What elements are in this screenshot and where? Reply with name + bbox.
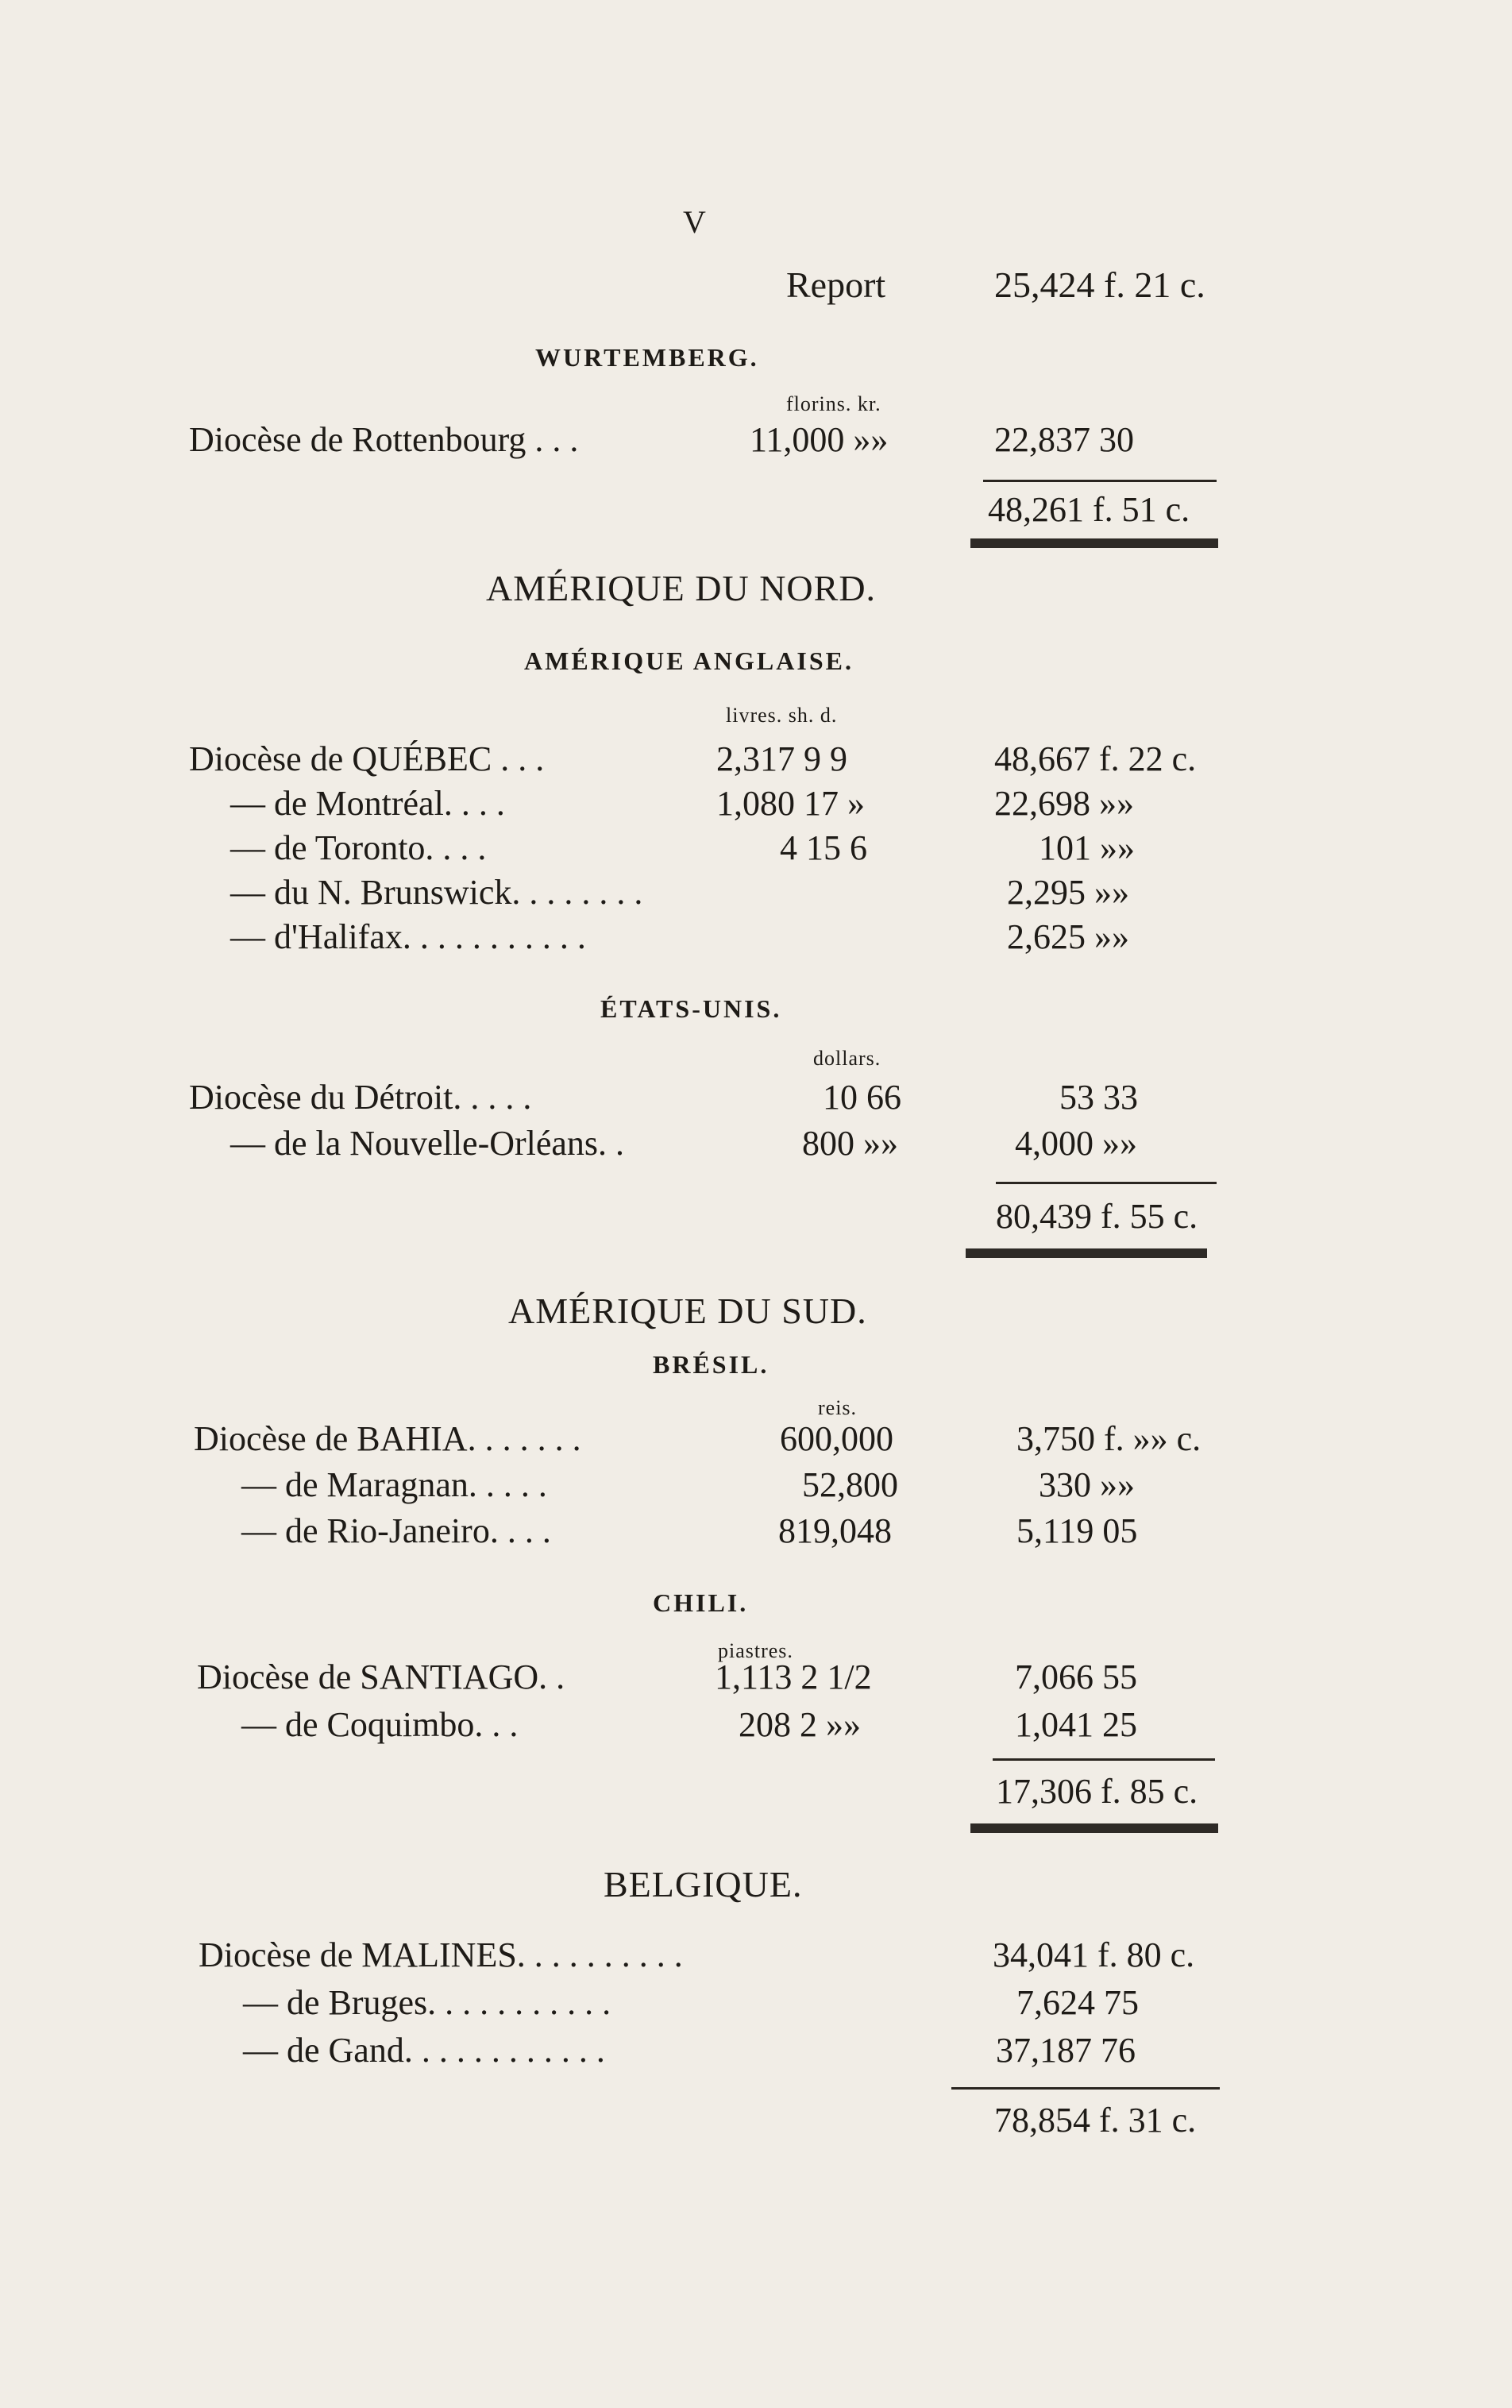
ledger-row-toronto-name: — de Toronto. . . . [230, 828, 487, 867]
ledger-row-halifax-amount: 2,625 »» [1007, 917, 1129, 956]
ledger-row-bruges-amount: 7,624 75 [1016, 1983, 1139, 2022]
ledger-row-gand-amount: 37,187 76 [996, 2031, 1136, 2070]
ledger-row-montreal-amount: 22,698 »» [994, 784, 1134, 823]
ledger-row-bahia-amount: 3,750 f. »» c. [1016, 1419, 1202, 1458]
total-amerique-sud: 17,306 f. 85 c. [996, 1772, 1198, 1811]
report-label: Report [786, 264, 886, 305]
ledger-row-malines-name: Diocèse de MALINES. . . . . . . . . . [199, 1935, 683, 1974]
section-end-rule [966, 1248, 1207, 1258]
subsection-title-amerique-anglaise: AMÉRIQUE ANGLAISE. [524, 646, 854, 675]
subtotal-rule [983, 480, 1217, 482]
report-amount: 25,424 f. 21 c. [994, 264, 1205, 305]
ledger-row-gand-name: — de Gand. . . . . . . . . . . . [243, 2031, 605, 2070]
ledger-row-brunswick-amount: 2,295 »» [1007, 873, 1129, 912]
total-amerique-nord: 80,439 f. 55 c. [996, 1197, 1198, 1236]
section-end-rule [970, 1823, 1218, 1833]
ledger-row-maragnan-amount: 330 »» [1039, 1465, 1135, 1504]
ledger-row-bahia-local: 600,000 [780, 1419, 893, 1458]
ledger-row-halifax-name: — d'Halifax. . . . . . . . . . . [230, 917, 586, 956]
ledger-row-rio-janeiro-name: — de Rio-Janeiro. . . . [241, 1511, 551, 1550]
ledger-row-nouvelle-orleans-name: — de la Nouvelle-Orléans. . [230, 1124, 625, 1163]
ledger-row-nouvelle-orleans-amount: 4,000 »» [1015, 1124, 1137, 1163]
ledger-row-coquimbo-local: 208 2 »» [739, 1705, 861, 1744]
ledger-row-quebec-local: 2,317 9 9 [716, 739, 847, 778]
ledger-row-bruges-name: — de Bruges. . . . . . . . . . . [243, 1983, 611, 2022]
ledger-row-santiago-name: Diocèse de SANTIAGO. . [197, 1657, 565, 1696]
subsection-title-chili: CHILI. [653, 1588, 749, 1617]
units-reis: reis. [818, 1396, 858, 1419]
ledger-row-montreal-name: — de Montréal. . . . [230, 784, 505, 823]
ledger-row-santiago-amount: 7,066 55 [1015, 1657, 1137, 1696]
subtotal-rule [996, 1182, 1217, 1184]
total-wurtemberg: 48,261 f. 51 c. [988, 490, 1190, 529]
subsection-title-etats-unis: ÉTATS-UNIS. [600, 994, 782, 1023]
ledger-row-brunswick-name: — du N. Brunswick. . . . . . . . [230, 873, 643, 912]
ledger-row-rottenbourg-local: 11,000 »» [750, 420, 889, 459]
page-number: V [683, 204, 706, 240]
ledger-row-rio-janeiro-local: 819,048 [778, 1511, 892, 1550]
ledger-row-rio-janeiro-amount: 5,119 05 [1016, 1511, 1138, 1550]
ledger-row-rottenbourg-name: Diocèse de Rottenbourg . . . [189, 420, 579, 459]
ledger-row-malines-amount: 34,041 f. 80 c. [993, 1935, 1195, 1974]
ledger-row-detroit-name: Diocèse du Détroit. . . . . [189, 1078, 532, 1117]
ledger-row-toronto-local: 4 15 6 [780, 828, 867, 867]
ledger-row-maragnan-name: — de Maragnan. . . . . [241, 1465, 547, 1504]
ledger-row-santiago-local: 1,113 2 1/2 [715, 1657, 872, 1696]
ledger-row-detroit-amount: 53 33 [1059, 1078, 1138, 1117]
subtotal-rule [993, 1758, 1215, 1761]
section-title-amerique-sud: AMÉRIQUE DU SUD. [508, 1291, 867, 1331]
ledger-row-coquimbo-name: — de Coquimbo. . . [241, 1705, 519, 1744]
ledger-row-quebec-amount: 48,667 f. 22 c. [994, 739, 1197, 778]
ledger-row-detroit-local: 10 66 [823, 1078, 901, 1117]
units-dollars: dollars. [813, 1047, 881, 1070]
section-title-amerique-nord: AMÉRIQUE DU NORD. [486, 568, 877, 608]
subtotal-rule [951, 2087, 1220, 2090]
ledger-row-rottenbourg-amount: 22,837 30 [994, 420, 1134, 459]
units-piastres: piastres. [718, 1639, 793, 1662]
section-title-belgique: BELGIQUE. [604, 1864, 803, 1904]
total-belgique: 78,854 f. 31 c. [994, 2101, 1197, 2140]
units-florins: florins. kr. [786, 392, 881, 415]
units-livres: livres. sh. d. [726, 704, 838, 727]
ledger-row-montreal-local: 1,080 17 » [716, 784, 865, 823]
ledger-row-maragnan-local: 52,800 [802, 1465, 898, 1504]
ledger-row-coquimbo-amount: 1,041 25 [1015, 1705, 1137, 1744]
ledger-row-bahia-name: Diocèse de BAHIA. . . . . . . [194, 1419, 581, 1458]
section-title-wurtemberg: WURTEMBERG. [535, 343, 759, 372]
subsection-title-bresil: BRÉSIL. [653, 1350, 770, 1379]
section-end-rule [970, 538, 1218, 548]
ledger-row-quebec-name: Diocèse de QUÉBEC . . . [189, 739, 545, 778]
ledger-row-toronto-amount: 101 »» [1039, 828, 1135, 867]
ledger-row-nouvelle-orleans-local: 800 »» [802, 1124, 898, 1163]
